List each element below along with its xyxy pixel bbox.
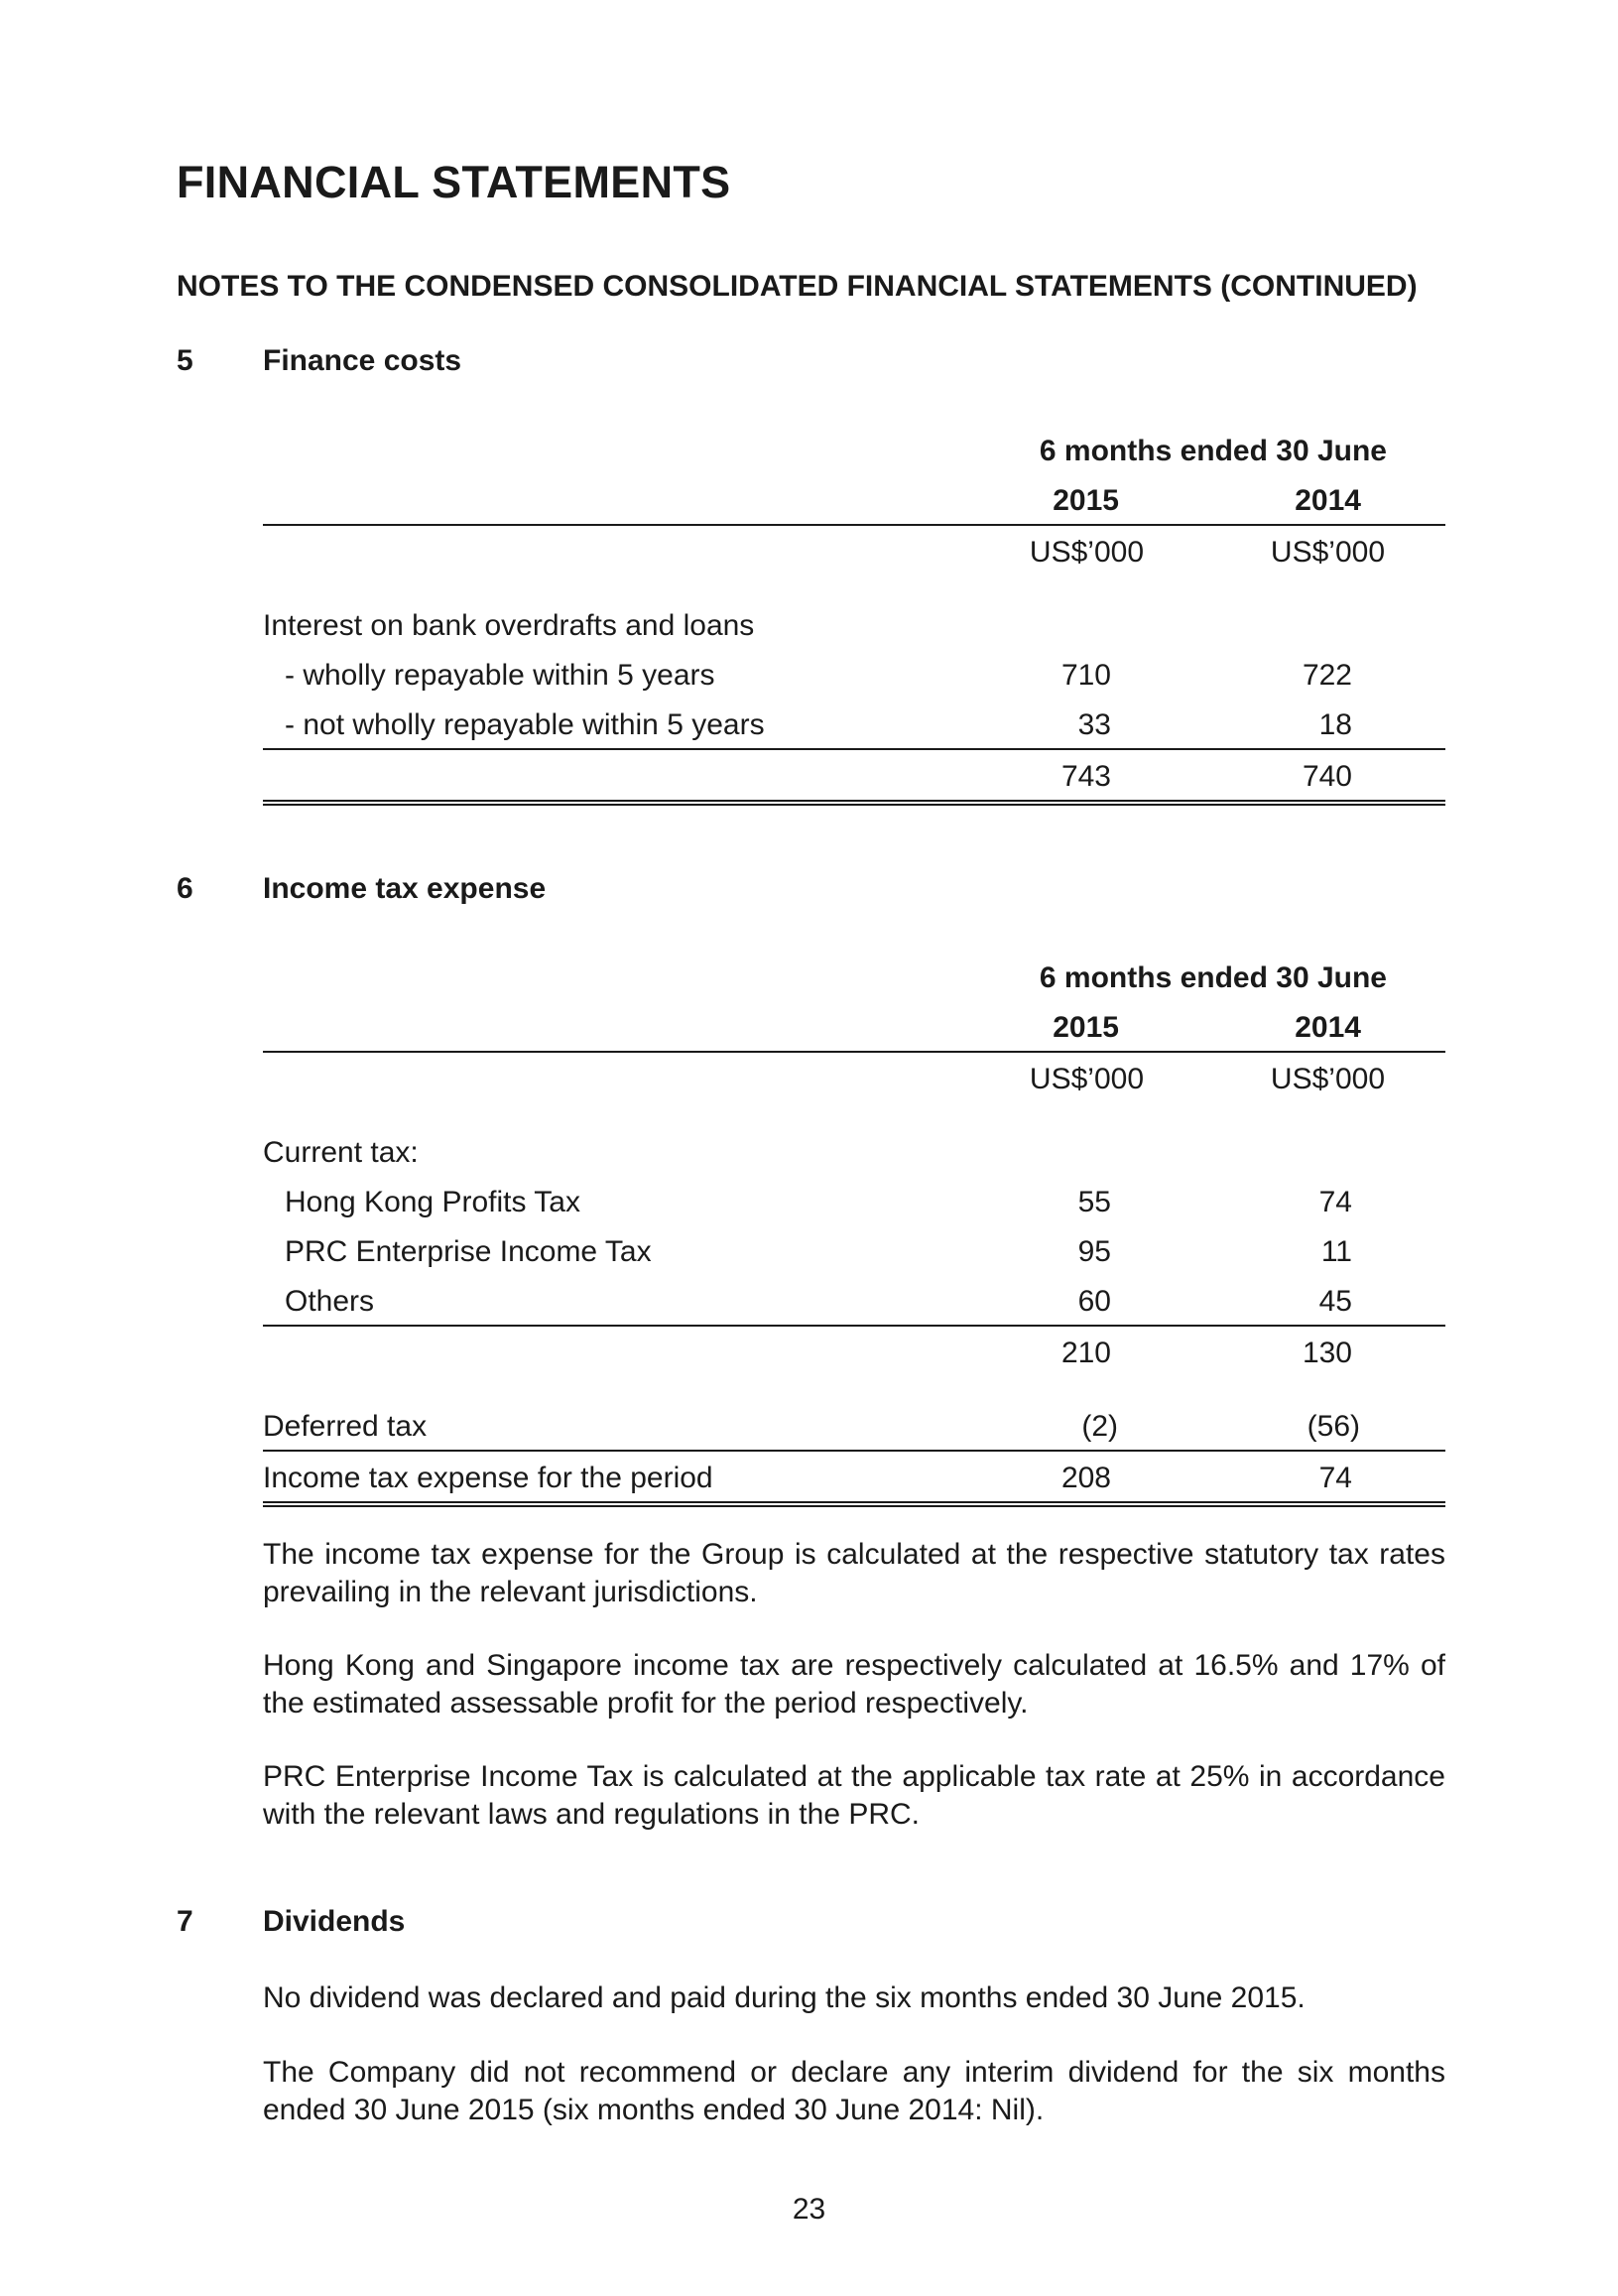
table-header-period bbox=[263, 952, 1445, 1001]
year-2014: 2014 bbox=[1295, 1011, 1361, 1044]
income-tax-table bbox=[263, 952, 1445, 1507]
row-label: Others bbox=[285, 1285, 375, 1318]
note-6-paragraph: The income tax expense for the Group is calculated at the respective statutory tax rates prevailing in the relevant jurisdictions. bbox=[263, 1538, 1445, 1608]
value-2015: (2) bbox=[1081, 1410, 1118, 1443]
table-row bbox=[263, 699, 1445, 748]
note-5-title: Finance costs bbox=[263, 344, 462, 377]
total-2014: 74 bbox=[1318, 1462, 1352, 1494]
total-2015: 208 bbox=[1060, 1462, 1111, 1494]
row-label: Deferred tax bbox=[263, 1410, 428, 1443]
value-2015: 710 bbox=[1060, 659, 1111, 692]
row-label: Current tax: bbox=[263, 1136, 419, 1169]
table-header-currency bbox=[263, 1051, 1445, 1102]
note-7-number: 7 bbox=[177, 1905, 193, 1938]
year-2014: 2014 bbox=[1295, 484, 1361, 517]
total-row bbox=[263, 748, 1445, 806]
notes-subtitle: NOTES TO THE CONDENSED CONSOLIDATED FINANCIAL STATEMENTS (CONTINUED) bbox=[177, 270, 1418, 303]
total-row bbox=[263, 1450, 1445, 1507]
period-label: 6 months ended 30 June bbox=[1039, 961, 1387, 994]
value-2015: 55 bbox=[1077, 1186, 1111, 1218]
row-label: Hong Kong Profits Tax bbox=[285, 1186, 580, 1218]
value-2014: 74 bbox=[1318, 1186, 1352, 1218]
note-7-paragraph: The Company did not recommend or declare any interim dividend for the six months ended 30 June 2015 (six months ended 30 June 2014: Nil). bbox=[263, 2056, 1445, 2126]
page-title: FINANCIAL STATEMENTS bbox=[177, 157, 731, 207]
subtotal-row bbox=[263, 1325, 1445, 1376]
note-6-paragraph: PRC Enterprise Income Tax is calculated at the applicable tax rate at 25% in accordance with the relevant laws and regulations in the PRC. bbox=[263, 1760, 1445, 1831]
table-row bbox=[263, 1275, 1445, 1325]
note-7-title: Dividends bbox=[263, 1905, 406, 1938]
currency-2014: US$’000 bbox=[1270, 1063, 1385, 1095]
currency-2014: US$’000 bbox=[1270, 536, 1385, 569]
page-number: 23 bbox=[792, 2193, 826, 2226]
table-header-years bbox=[263, 474, 1445, 524]
currency-2015: US$’000 bbox=[1029, 1063, 1144, 1095]
deferred-tax-row bbox=[263, 1400, 1445, 1450]
value-2015: 95 bbox=[1077, 1235, 1111, 1268]
note-6-paragraph: Hong Kong and Singapore income tax are respectively calculated at 16.5% and 17% of the estimated assessable profit for the period respectively. bbox=[263, 1649, 1445, 1720]
year-2015: 2015 bbox=[1053, 484, 1119, 517]
year-2015: 2015 bbox=[1053, 1011, 1119, 1044]
subtotal-2015: 210 bbox=[1060, 1337, 1111, 1369]
row-label: Income tax expense for the period bbox=[263, 1462, 713, 1494]
value-2015: 60 bbox=[1077, 1285, 1111, 1318]
total-2014: 740 bbox=[1302, 760, 1352, 793]
finance-costs-table bbox=[263, 425, 1445, 806]
table-header-years bbox=[263, 1001, 1445, 1051]
row-label: Interest on bank overdrafts and loans bbox=[263, 609, 755, 642]
value-2014: 722 bbox=[1302, 659, 1352, 692]
note-5-number: 5 bbox=[177, 344, 193, 377]
table-header-period bbox=[263, 425, 1445, 474]
value-2015: 33 bbox=[1077, 708, 1111, 741]
currency-2015: US$’000 bbox=[1029, 536, 1144, 569]
table-row bbox=[263, 649, 1445, 699]
table-row bbox=[263, 1225, 1445, 1275]
note-6-number: 6 bbox=[177, 872, 193, 905]
value-2014: 18 bbox=[1318, 708, 1352, 741]
table-row bbox=[263, 599, 1445, 649]
value-2014: 11 bbox=[1320, 1235, 1352, 1268]
period-label: 6 months ended 30 June bbox=[1039, 435, 1387, 467]
row-label: - not wholly repayable within 5 years bbox=[285, 708, 765, 741]
row-label: PRC Enterprise Income Tax bbox=[285, 1235, 652, 1268]
total-2015: 743 bbox=[1060, 760, 1111, 793]
table-row bbox=[263, 1126, 1445, 1176]
note-6-title: Income tax expense bbox=[263, 872, 547, 905]
subtotal-2014: 130 bbox=[1302, 1337, 1352, 1369]
value-2014: 45 bbox=[1318, 1285, 1352, 1318]
table-row bbox=[263, 1176, 1445, 1225]
note-7-paragraph: No dividend was declared and paid during the six months ended 30 June 2015. bbox=[263, 1981, 1306, 2014]
value-2014: (56) bbox=[1307, 1410, 1360, 1443]
row-label: - wholly repayable within 5 years bbox=[285, 659, 715, 692]
table-header-currency bbox=[263, 524, 1445, 575]
